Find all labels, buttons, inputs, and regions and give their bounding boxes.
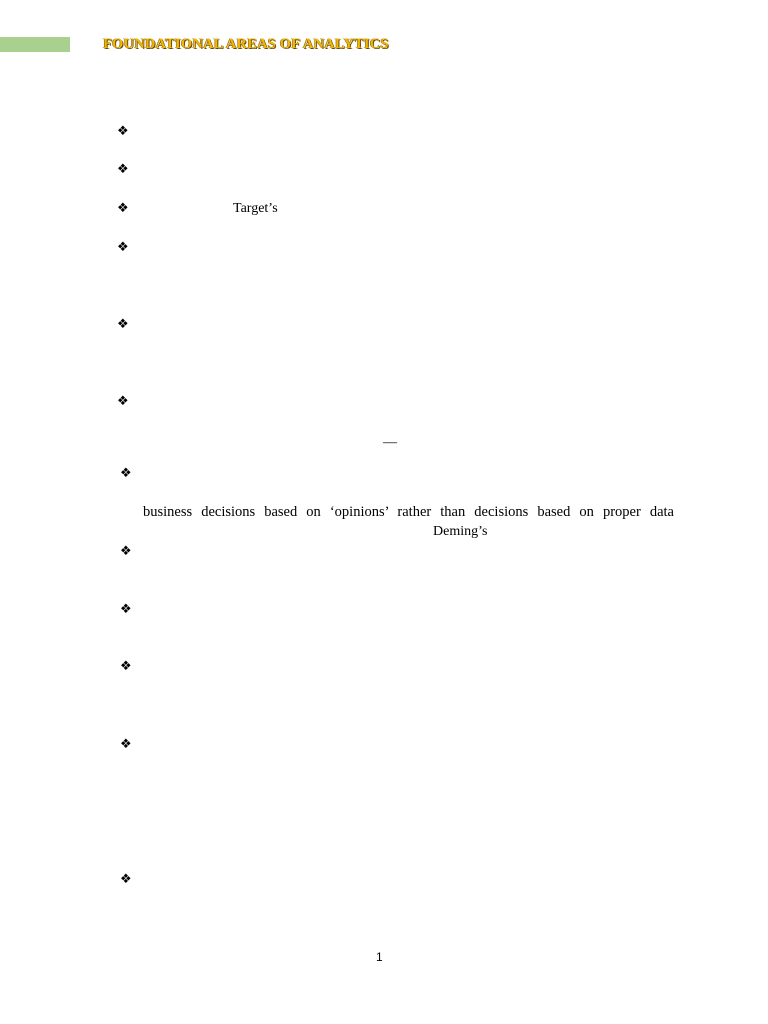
bullet-diamond-icon: ❖ xyxy=(120,466,132,481)
page-number: 1 xyxy=(376,950,383,964)
text-fragment-demings: Deming’s xyxy=(433,524,488,539)
text-fragment-targets: Target’s xyxy=(233,201,278,216)
bullet-diamond-icon: ❖ xyxy=(117,317,129,332)
bullet-diamond-icon: ❖ xyxy=(120,872,132,887)
document-heading: FOUNDATIONAL AREAS OF ANALYTICS xyxy=(103,36,389,52)
bullet-diamond-icon: ❖ xyxy=(120,659,132,674)
text-line-opinions: business decisions based on ‘opinions’ rather than decisions based on proper data xyxy=(143,504,674,520)
text-fragment-dash: — xyxy=(383,435,397,450)
bullet-diamond-icon: ❖ xyxy=(117,124,129,139)
bullet-diamond-icon: ❖ xyxy=(117,394,129,409)
header-accent-bar xyxy=(0,37,70,52)
bullet-diamond-icon: ❖ xyxy=(117,240,129,255)
bullet-diamond-icon: ❖ xyxy=(117,201,129,216)
bullet-diamond-icon: ❖ xyxy=(120,602,132,617)
bullet-diamond-icon: ❖ xyxy=(120,544,132,559)
bullet-diamond-icon: ❖ xyxy=(120,737,132,752)
bullet-diamond-icon: ❖ xyxy=(117,162,129,177)
